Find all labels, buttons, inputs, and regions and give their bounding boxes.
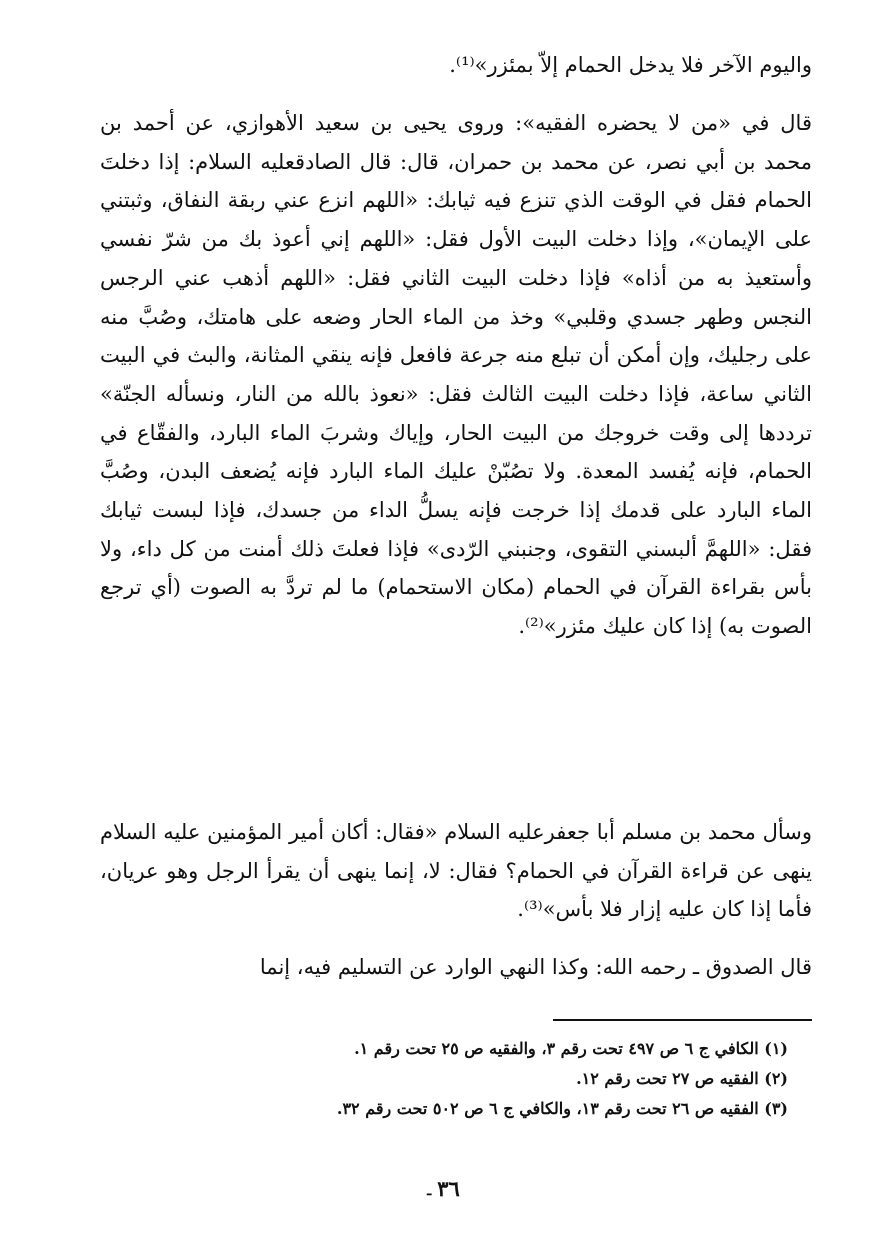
page-mark: ـ — [427, 1182, 432, 1199]
paragraph-saduq-comment: قال الصدوق ـ رحمه الله: وكذا النهي الوارد عن التسليم فيه، إنما — [259, 955, 812, 979]
page-number-area — [0, 1176, 881, 1201]
paragraph-continuation: واليوم الآخر فلا يدخل الحمام إلاّ بمئزر»⁽¹⁾. — [449, 53, 812, 77]
page-number: ٣٦ — [437, 1176, 460, 1201]
paragraph-quran-in-bath: وسأل محمد بن مسلم أبا جعفرعليه السلام «فقال: أكان أمير المؤمنين عليه السلام ينهى عن قراءة القرآن في الحمام؟ فقال: لا، إنما ينهى أن يقرأ الرجل وهو عريان، فأما إذا كان عليه إزار فلا بأس»⁽³⁾. — [100, 820, 812, 922]
footnotes — [100, 1034, 788, 1124]
paragraph-hadith-bath: قال في «من لا يحضره الفقيه»: وروى يحيى بن سعيد الأهوازي، عن أحمد بن محمد بن أبي نصر، عن محمد بن حمران، قال: قال الصادقعليه السلام: إذا دخلتَ الحمام فقل في الوقت الذي تنزع فيه ثيابك: «اللهم انزع عني ربقة النفاق، وثبتني على الإيمان»، وإذا دخلت البيت الأول فقل: «اللهم إني أعوذ بك من شرّ نفسي وأستعيذ به من أذاه» فإذا دخلت البيت الثاني فقل: «اللهم أذهب عني الرجس النجس وطهر جسدي وقلبي» وخذ من الماء الحار وضعه على هامتك، وصُبَّ منه على رجليك، وإن أمكن أن تبلع منه جرعة فافعل فإنه ينقي المثانة، والبث في البيت الثاني ساعة، فإذا دخلت البيت الثالث فقل: «نعوذ بالله من النار، ونسأله الجنّة» ترددها إلى وقت خروجك من البيت الحار، وإياك وشربَ الماء البارد، والفقّاع في الحمام، فإنه يُفسد المعدة. ولا تصُبّنْ عليك الماء البارد فإنه يُضعف البدن، وصُبَّ الماء البارد على قدمك إذا خرجت فإنه يسلُّ الداء من جسدك، فإذا لبست ثيابك فقل: «اللهمَّ ألبسني التقوى، وجنبني الرّدى» فإذا فعلتَ ذلك أمنت من كل داء، ولا بأس بقراءة القرآن في الحمام (مكان الاستحمام) ما لم تردَّ به الصوت (أي ترجع الصوت به) إذا كان عليك مئزر»⁽²⁾. — [100, 111, 812, 639]
footnote-3: (٣) الفقيه ص ٢٦ تحت رقم ١٣، والكافي ج ٦ ص ٥٠٢ تحت رقم ٣٢. — [336, 1099, 788, 1118]
footnote-separator — [553, 1019, 812, 1021]
footnote-2: (٢) الفقيه ص ٢٧ تحت رقم ١٢. — [576, 1069, 788, 1088]
footnote-1: (١) الكافي ج ٦ ص ٤٩٧ تحت رقم ٣، والفقيه ص ٢٥ تحت رقم ١. — [354, 1039, 788, 1058]
